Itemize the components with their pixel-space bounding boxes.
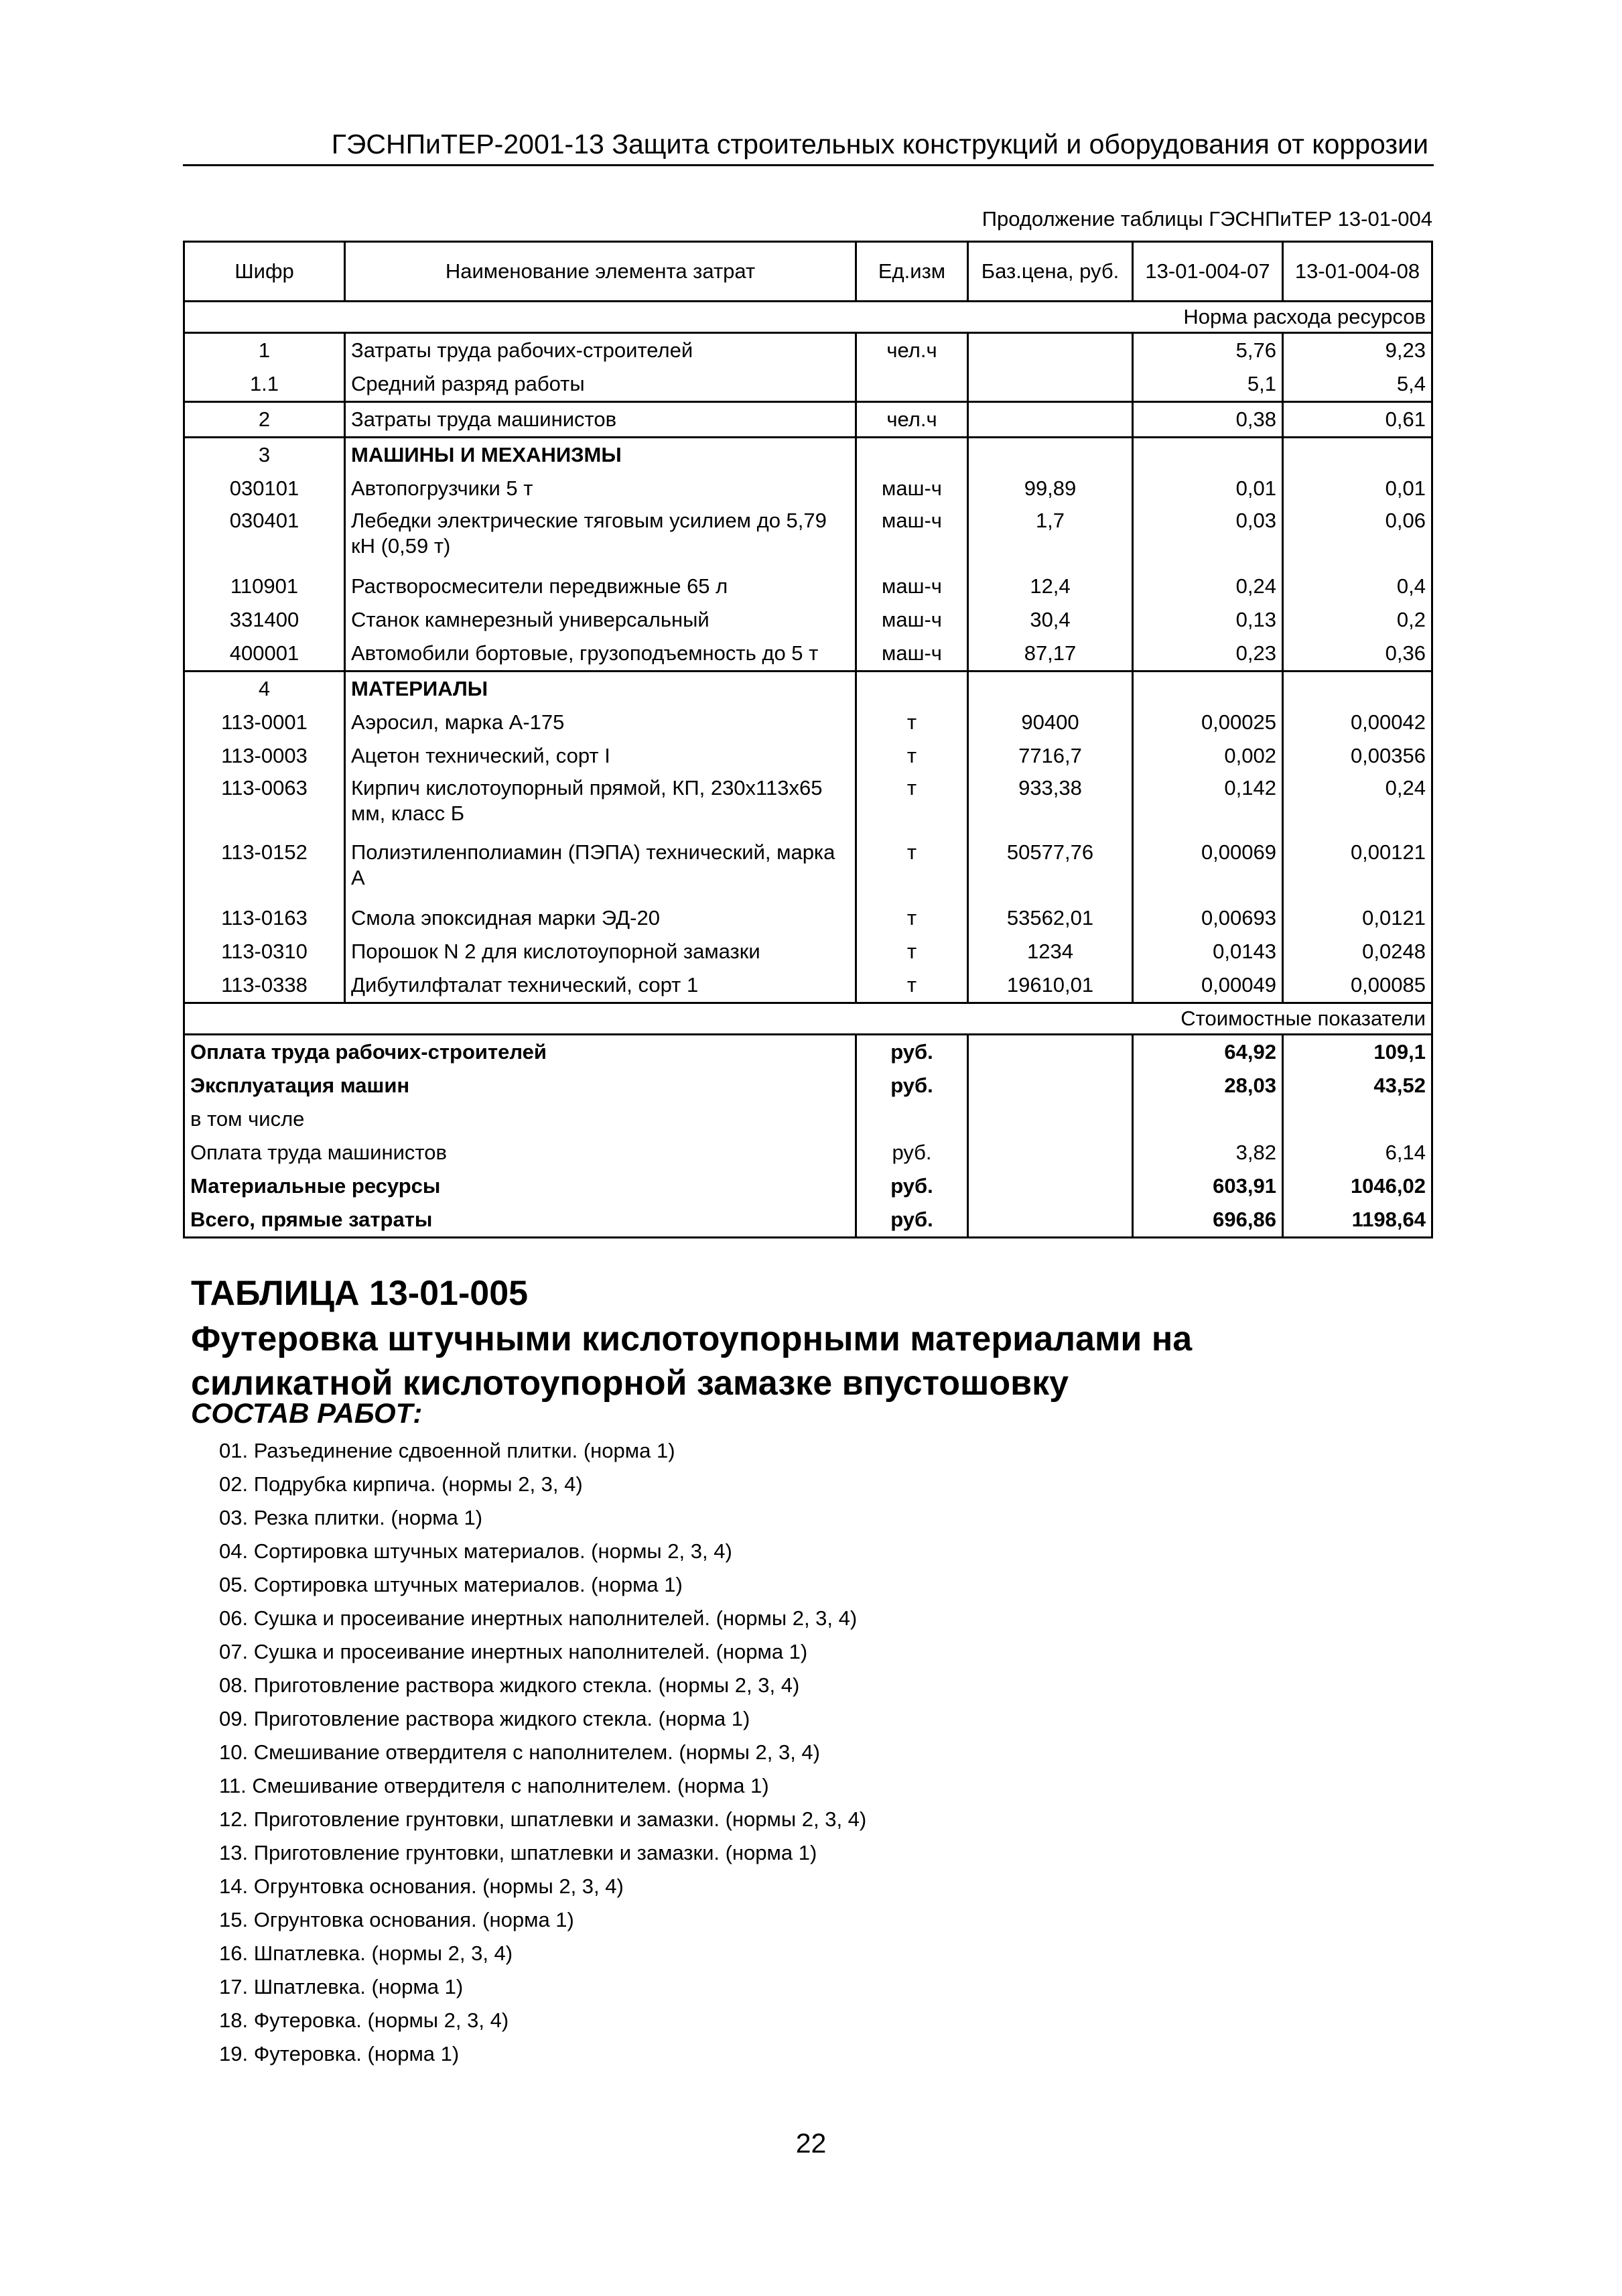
row-price: 1234 xyxy=(968,935,1133,968)
row-name: Затраты труда машинистов xyxy=(345,402,856,438)
row-value-2: 0,61 xyxy=(1283,402,1432,438)
summary-label: Всего, прямые затраты xyxy=(184,1203,856,1238)
row-unit: маш-ч xyxy=(856,637,968,672)
row-price: 19610,01 xyxy=(968,968,1133,1003)
work-item: 11. Смешивание отвердителя с наполнителем. (норма 1) xyxy=(219,1774,769,1797)
header-name: Наименование элемента затрат xyxy=(345,242,856,302)
row-value-1: 0,142 xyxy=(1133,773,1283,837)
summary-label: Оплата труда рабочих-строителей xyxy=(184,1035,856,1070)
row-unit: т xyxy=(856,773,968,837)
header-code: Шифр xyxy=(184,242,345,302)
row-name: Растворосмесители передвижные 65 л xyxy=(345,570,856,603)
work-item: 17. Шпатлевка. (норма 1) xyxy=(219,1975,464,1998)
header-col1: 13-01-004-07 xyxy=(1133,242,1283,302)
summary-row xyxy=(184,1102,1432,1136)
summary-unit: руб. xyxy=(856,1069,968,1102)
row-value-1: 0,00069 xyxy=(1133,837,1283,901)
row-unit: маш-ч xyxy=(856,472,968,505)
running-header xyxy=(183,111,1434,166)
table-row xyxy=(184,637,1432,672)
row-code: 110901 xyxy=(184,570,345,603)
header-col2: 13-01-004-08 xyxy=(1283,242,1432,302)
summary-price xyxy=(968,1102,1133,1136)
row-value-2: 5,4 xyxy=(1283,367,1432,402)
summary-value-1: 28,03 xyxy=(1133,1069,1283,1102)
row-unit: маш-ч xyxy=(856,570,968,603)
row-value-1: 0,38 xyxy=(1133,402,1283,438)
row-value-2: 0,2 xyxy=(1283,603,1432,637)
table-row xyxy=(184,367,1432,402)
table-row xyxy=(184,570,1432,603)
row-price xyxy=(968,402,1133,438)
row-code: 030401 xyxy=(184,505,345,570)
summary-row xyxy=(184,1069,1432,1102)
row-price: 1,7 xyxy=(968,505,1133,570)
summary-price xyxy=(968,1136,1133,1169)
table-row xyxy=(184,706,1432,739)
row-value-2: 0,0248 xyxy=(1283,935,1432,968)
works-heading: СОСТАВ РАБОТ: xyxy=(191,1397,423,1429)
header-unit: Ед.изм xyxy=(856,242,968,302)
summary-value-2: 6,14 xyxy=(1283,1136,1432,1169)
work-item: 12. Приготовление грунтовки, шпатлевки и замазки. (нормы 2, 3, 4) xyxy=(219,1807,867,1831)
row-value-1: 5,76 xyxy=(1133,333,1283,368)
row-value-2: 0,00042 xyxy=(1283,706,1432,739)
table-row xyxy=(184,333,1432,368)
summary-label: Эксплуатация машин xyxy=(184,1069,856,1102)
row-code: 3 xyxy=(184,438,345,472)
work-item: 15. Огрунтовка основания. (норма 1) xyxy=(219,1908,574,1931)
cost-band-row xyxy=(184,1003,1432,1035)
row-name: Полиэтиленполиамин (ПЭПА) технический, марка А xyxy=(345,837,856,901)
row-unit: чел.ч xyxy=(856,402,968,438)
row-name: Лебедки электрические тяговым усилием до 5,79 кН (0,59 т) xyxy=(345,505,856,570)
row-value-2 xyxy=(1283,438,1432,472)
summary-value-2: 43,52 xyxy=(1283,1069,1432,1102)
row-name: Затраты труда рабочих-строителей xyxy=(345,333,856,368)
row-value-2: 0,24 xyxy=(1283,773,1432,837)
summary-value-2: 1198,64 xyxy=(1283,1203,1432,1238)
row-unit: т xyxy=(856,901,968,935)
row-name: Аэросил, марка А-175 xyxy=(345,706,856,739)
row-value-1 xyxy=(1133,672,1283,706)
summary-value-1: 603,91 xyxy=(1133,1169,1283,1203)
row-code: 113-0003 xyxy=(184,739,345,773)
row-price: 50577,76 xyxy=(968,837,1133,901)
work-item: 10. Смешивание отвердителя с наполнителем. (нормы 2, 3, 4) xyxy=(219,1740,820,1764)
summary-price xyxy=(968,1035,1133,1070)
work-item: 13. Приготовление грунтовки, шпатлевки и замазки. (норма 1) xyxy=(219,1841,817,1864)
row-price: 7716,7 xyxy=(968,739,1133,773)
row-price: 87,17 xyxy=(968,637,1133,672)
summary-value-1 xyxy=(1133,1102,1283,1136)
table-row xyxy=(184,402,1432,438)
row-code: 113-0063 xyxy=(184,773,345,837)
row-value-1: 0,13 xyxy=(1133,603,1283,637)
work-item: 19. Футеровка. (норма 1) xyxy=(219,2042,460,2065)
table-row xyxy=(184,935,1432,968)
work-item: 02. Подрубка кирпича. (нормы 2, 3, 4) xyxy=(219,1472,583,1496)
row-price xyxy=(968,438,1133,472)
row-value-2 xyxy=(1283,672,1432,706)
summary-unit xyxy=(856,1102,968,1136)
table-row xyxy=(184,739,1432,773)
row-unit xyxy=(856,438,968,472)
row-name: МАШИНЫ И МЕХАНИЗМЫ xyxy=(345,438,856,472)
table-row xyxy=(184,438,1432,472)
row-code: 113-0338 xyxy=(184,968,345,1003)
summary-value-2 xyxy=(1283,1102,1432,1136)
row-value-1: 0,00049 xyxy=(1133,968,1283,1003)
row-value-1: 0,0143 xyxy=(1133,935,1283,968)
row-name: Автомобили бортовые, грузоподъемность до 5 т xyxy=(345,637,856,672)
row-value-1: 0,01 xyxy=(1133,472,1283,505)
summary-value-1: 3,82 xyxy=(1133,1136,1283,1169)
row-code: 113-0310 xyxy=(184,935,345,968)
work-item: 07. Сушка и просеивание инертных наполнителей. (норма 1) xyxy=(219,1640,808,1663)
row-unit: т xyxy=(856,837,968,901)
summary-value-1: 696,86 xyxy=(1133,1203,1283,1238)
row-unit: чел.ч xyxy=(856,333,968,368)
summary-value-2: 1046,02 xyxy=(1283,1169,1432,1203)
works-list xyxy=(219,1434,866,2071)
row-price xyxy=(968,672,1133,706)
row-value-1: 0,002 xyxy=(1133,739,1283,773)
row-price: 12,4 xyxy=(968,570,1133,603)
table-row xyxy=(184,472,1432,505)
summary-price xyxy=(968,1169,1133,1203)
row-value-1: 0,00693 xyxy=(1133,901,1283,935)
summary-unit: руб. xyxy=(856,1136,968,1169)
row-name: Средний разряд работы xyxy=(345,367,856,402)
cost-band-label: Стоимостные показатели xyxy=(184,1003,1432,1035)
row-name: Смола эпоксидная марки ЭД-20 xyxy=(345,901,856,935)
summary-label: Материальные ресурсы xyxy=(184,1169,856,1203)
summary-value-1: 64,92 xyxy=(1133,1035,1283,1070)
summary-value-2: 109,1 xyxy=(1283,1035,1432,1070)
row-price xyxy=(968,333,1133,368)
row-name: Дибутилфталат технический, сорт 1 xyxy=(345,968,856,1003)
norm-band-label: Норма расхода ресурсов xyxy=(184,302,1432,333)
row-value-1: 0,03 xyxy=(1133,505,1283,570)
summary-row xyxy=(184,1203,1432,1238)
row-price: 99,89 xyxy=(968,472,1133,505)
table-row xyxy=(184,773,1432,837)
row-code: 400001 xyxy=(184,637,345,672)
section-title: ТАБЛИЦА 13-01-005 xyxy=(191,1274,529,1313)
table-row xyxy=(184,603,1432,637)
table-row xyxy=(184,968,1432,1003)
row-name: Станок камнерезный универсальный xyxy=(345,603,856,637)
row-code: 2 xyxy=(184,402,345,438)
row-name: Порошок N 2 для кислотоупорной замазки xyxy=(345,935,856,968)
header-price: Баз.цена, руб. xyxy=(968,242,1133,302)
work-item: 03. Резка плитки. (норма 1) xyxy=(219,1506,483,1529)
table-row xyxy=(184,672,1432,706)
row-code: 113-0152 xyxy=(184,837,345,901)
work-item: 09. Приготовление раствора жидкого стекла. (норма 1) xyxy=(219,1707,750,1730)
row-value-1 xyxy=(1133,438,1283,472)
row-value-2: 0,00121 xyxy=(1283,837,1432,901)
row-code: 1 xyxy=(184,333,345,368)
summary-row xyxy=(184,1035,1432,1070)
row-unit: т xyxy=(856,968,968,1003)
section-subtitle: Футеровка штучными кислотоупорными материалами на силикатной кислотоупорной замазке впустошовку xyxy=(191,1320,1193,1403)
row-value-2: 0,00356 xyxy=(1283,739,1432,773)
summary-label: Оплата труда машинистов xyxy=(184,1136,856,1169)
row-name: Кирпич кислотоупорный прямой, КП, 230х113х65 мм, класс Б xyxy=(345,773,856,837)
page-number: 22 xyxy=(795,2128,827,2159)
row-value-1: 5,1 xyxy=(1133,367,1283,402)
resource-table xyxy=(183,241,1433,1238)
summary-row xyxy=(184,1136,1432,1169)
work-item: 08. Приготовление раствора жидкого стекла. (нормы 2, 3, 4) xyxy=(219,1673,800,1697)
row-unit: т xyxy=(856,935,968,968)
summary-price xyxy=(968,1069,1133,1102)
row-unit xyxy=(856,672,968,706)
work-item: 14. Огрунтовка основания. (нормы 2, 3, 4) xyxy=(219,1874,624,1898)
row-price: 30,4 xyxy=(968,603,1133,637)
row-price: 53562,01 xyxy=(968,901,1133,935)
row-value-1: 0,00025 xyxy=(1133,706,1283,739)
table-continuation-caption: Продолжение таблицы ГЭСНПиТЕР 13-01-004 xyxy=(982,207,1432,231)
row-code: 113-0163 xyxy=(184,901,345,935)
row-price: 933,38 xyxy=(968,773,1133,837)
work-item: 06. Сушка и просеивание инертных наполнителей. (нормы 2, 3, 4) xyxy=(219,1606,858,1630)
row-value-1: 0,24 xyxy=(1133,570,1283,603)
summary-row xyxy=(184,1169,1432,1203)
row-unit: т xyxy=(856,706,968,739)
row-code: 331400 xyxy=(184,603,345,637)
row-name: Ацетон технический, сорт I xyxy=(345,739,856,773)
table-header-row xyxy=(184,242,1432,302)
work-item: 04. Сортировка штучных материалов. (нормы 2, 3, 4) xyxy=(219,1539,732,1563)
row-unit: маш-ч xyxy=(856,603,968,637)
table-body xyxy=(184,302,1432,1238)
table-row xyxy=(184,505,1432,570)
row-code: 4 xyxy=(184,672,345,706)
row-code: 1.1 xyxy=(184,367,345,402)
row-value-2: 0,0121 xyxy=(1283,901,1432,935)
row-unit: маш-ч xyxy=(856,505,968,570)
table-row xyxy=(184,837,1432,901)
row-unit xyxy=(856,367,968,402)
row-unit: т xyxy=(856,739,968,773)
row-value-2: 0,06 xyxy=(1283,505,1432,570)
row-code: 113-0001 xyxy=(184,706,345,739)
running-header-title: ГЭСНПиТЕР-2001-13 Защита строительных конструкций и оборудования от коррозии xyxy=(331,129,1428,160)
row-value-2: 0,01 xyxy=(1283,472,1432,505)
summary-unit: руб. xyxy=(856,1169,968,1203)
row-code: 030101 xyxy=(184,472,345,505)
row-price: 90400 xyxy=(968,706,1133,739)
summary-unit: руб. xyxy=(856,1035,968,1070)
row-value-2: 0,36 xyxy=(1283,637,1432,672)
summary-label: в том числе xyxy=(184,1102,856,1136)
row-value-2: 0,4 xyxy=(1283,570,1432,603)
work-item: 05. Сортировка штучных материалов. (норма 1) xyxy=(219,1573,683,1596)
row-name: МАТЕРИАЛЫ xyxy=(345,672,856,706)
row-name: Автопогрузчики 5 т xyxy=(345,472,856,505)
summary-price xyxy=(968,1203,1133,1238)
table-row xyxy=(184,901,1432,935)
row-price xyxy=(968,367,1133,402)
work-item: 01. Разъединение сдвоенной плитки. (норма 1) xyxy=(219,1439,675,1462)
work-item: 16. Шпатлевка. (нормы 2, 3, 4) xyxy=(219,1941,513,1965)
row-value-1: 0,23 xyxy=(1133,637,1283,672)
work-item: 18. Футеровка. (нормы 2, 3, 4) xyxy=(219,2008,509,2032)
row-value-2: 0,00085 xyxy=(1283,968,1432,1003)
summary-unit: руб. xyxy=(856,1203,968,1238)
norm-band-row xyxy=(184,302,1432,333)
row-value-2: 9,23 xyxy=(1283,333,1432,368)
